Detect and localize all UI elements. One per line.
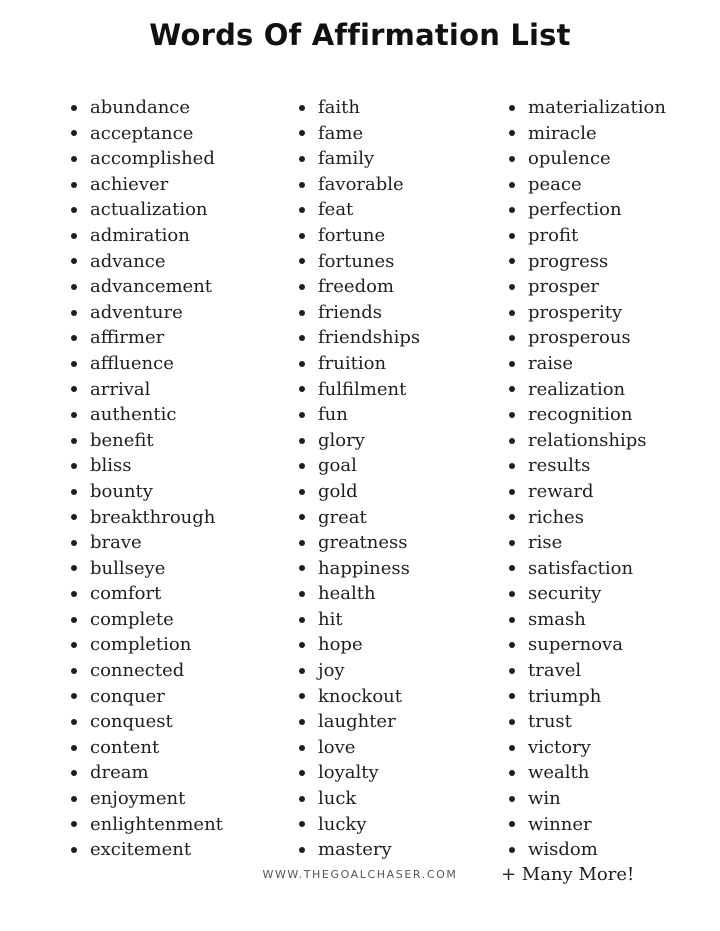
bullet-icon [509,514,515,520]
bullet-icon [509,182,515,188]
list-item-label: profit [528,224,579,246]
list-item-label: hit [318,608,343,630]
word-column-1 [67,95,223,863]
bullet-icon [71,591,77,597]
list-item-label: fortunes [318,250,395,272]
list-item-label: relationships [528,429,647,451]
word-column-3 [505,95,666,863]
list-item [67,172,223,198]
bullet-icon [71,361,77,367]
list-item-label: mastery [318,839,392,861]
list-item-label: content [90,736,160,758]
list-item-label: opulence [528,148,611,170]
list-item [67,581,223,607]
list-item [505,581,666,607]
bullet-icon [71,412,77,418]
list-item-label: benefit [90,429,154,451]
list-item [295,453,420,479]
list-item-label: loyalty [318,762,379,784]
list-item-label: advancement [90,276,213,298]
bullet-icon [299,105,305,111]
list-item [67,325,223,351]
list-item-label: lucky [318,813,367,835]
list-item [505,351,666,377]
list-item [295,786,420,812]
list-item-label: brave [90,532,142,554]
list-item-label: bullseye [90,557,166,579]
list-item [505,760,666,786]
list-item [67,786,223,812]
list-item [67,377,223,403]
list-item-label: raise [528,352,573,374]
list-item [67,837,223,863]
list-item-label: rise [528,532,563,554]
bullet-icon [299,514,305,520]
list-item-label: win [528,788,561,810]
list-item [505,632,666,658]
list-item-label: miracle [528,122,597,144]
list-item [505,786,666,812]
bullet-icon [509,693,515,699]
list-item-label: friendships [318,327,421,349]
list-item [295,607,420,633]
list-item-label: supernova [528,634,623,656]
bullet-icon [71,770,77,776]
list-item-label: prosperity [528,301,623,323]
bullet-icon [299,540,305,546]
list-item-label: dream [90,762,149,784]
bullet-icon [299,719,305,725]
bullet-icon [299,847,305,853]
bullet-icon [509,156,515,162]
bullet-icon [299,156,305,162]
bullet-icon [299,617,305,623]
list-item-label: freedom [318,276,394,298]
list-item [67,402,223,428]
list-item [67,760,223,786]
bullet-icon [299,412,305,418]
bullet-icon [71,489,77,495]
list-item [505,146,666,172]
list-item [67,249,223,275]
list-item [295,837,420,863]
list-item-label: hope [318,634,363,656]
bullet-icon [71,386,77,392]
list-item-label: affirmer [90,327,165,349]
bullet-icon [509,310,515,316]
bullet-icon [71,335,77,341]
list-item-label: winner [528,813,592,835]
list-item [295,351,420,377]
bullet-icon [71,693,77,699]
list-item [67,735,223,761]
bullet-icon [509,565,515,571]
list-item-label: friends [318,301,383,323]
bullet-icon [509,642,515,648]
bullet-icon [509,386,515,392]
bullet-icon [71,156,77,162]
bullet-icon [71,642,77,648]
list-item-label: fulfilment [318,378,407,400]
list-item [295,121,420,147]
bullet-icon [509,591,515,597]
bullet-icon [509,412,515,418]
bullet-icon [299,745,305,751]
list-item [67,351,223,377]
bullet-icon [509,489,515,495]
list-item-label: complete [90,608,174,630]
list-item [295,684,420,710]
list-item-label: affluence [90,352,174,374]
list-item [67,95,223,121]
list-item [295,505,420,531]
list-item-label: materialization [528,97,666,118]
bullet-icon [299,565,305,571]
bullet-icon [71,668,77,674]
list-item-label: accomplished [90,148,215,170]
list-item-label: great [318,506,367,528]
list-item [295,709,420,735]
list-item [505,735,666,761]
bullet-icon [509,130,515,136]
list-item-label: security [528,583,602,605]
list-item [295,632,420,658]
list-item [67,556,223,582]
list-item [505,223,666,249]
list-item-label: achiever [90,173,169,195]
bullet-icon [509,258,515,264]
list-item [67,453,223,479]
list-item-label: glory [318,429,365,451]
bullet-icon [509,361,515,367]
list-item [295,735,420,761]
list-item [67,632,223,658]
list-item-label: victory [528,736,591,758]
bullet-icon [299,386,305,392]
list-item-label: laughter [318,711,396,733]
bullet-icon [299,258,305,264]
list-item [505,658,666,684]
list-item [295,812,420,838]
list-item [67,812,223,838]
list-item [67,146,223,172]
list-item-label: love [318,736,356,758]
bullet-icon [509,335,515,341]
bullet-icon [71,284,77,290]
bullet-icon [71,745,77,751]
list-item [67,658,223,684]
bullet-icon [71,540,77,546]
bullet-icon [71,514,77,520]
page-title: Words Of Affirmation List [149,18,571,52]
list-item-label: peace [528,173,582,195]
list-item [67,223,223,249]
list-item [505,428,666,454]
list-item-label: enlightenment [90,813,223,835]
list-item-label: reward [528,480,594,502]
bullet-icon [299,335,305,341]
list-item [67,479,223,505]
list-item-label: happiness [318,557,410,579]
list-item [295,146,420,172]
list-item [295,581,420,607]
bullet-icon [299,233,305,239]
list-item [505,274,666,300]
list-item [67,607,223,633]
bullet-icon [509,105,515,111]
list-item-label: triumph [528,685,602,707]
list-item [295,325,420,351]
list-item [505,249,666,275]
list-item [295,249,420,275]
list-item [67,684,223,710]
list-item [505,607,666,633]
bullet-icon [509,796,515,802]
bullet-icon [71,182,77,188]
list-item [505,684,666,710]
list-item [505,325,666,351]
list-item-label: favorable [318,173,404,195]
list-item [295,377,420,403]
list-item-label: results [528,455,591,477]
list-item-label: satisfaction [528,557,634,579]
list-item [295,197,420,223]
bullet-icon [71,258,77,264]
list-item-label: fruition [318,352,387,374]
list-item [295,223,420,249]
list-item [505,709,666,735]
bullet-icon [299,642,305,648]
list-item [505,95,666,121]
list-item-label: completion [90,634,192,656]
bullet-icon [509,463,515,469]
list-item [295,658,420,684]
list-item-label: comfort [90,583,162,605]
list-item [67,530,223,556]
list-item [505,402,666,428]
bullet-icon [299,182,305,188]
list-item-label: faith [318,97,360,118]
list-item-label: connected [90,660,185,682]
list-item-label: perfection [528,199,622,221]
bullet-icon [71,310,77,316]
list-item-label: family [318,148,375,170]
list-item [67,274,223,300]
list-item [67,197,223,223]
list-item-label: recognition [528,404,633,426]
list-item [505,556,666,582]
bullet-icon [71,847,77,853]
list-item-label: feat [318,199,354,221]
bullet-icon [71,207,77,213]
list-item [295,300,420,326]
list-item-label: prosper [528,276,599,298]
list-item-label: riches [528,506,584,528]
bullet-icon [509,821,515,827]
bullet-icon [509,770,515,776]
bullet-icon [299,591,305,597]
list-item [505,172,666,198]
list-item-label: wisdom [528,839,598,861]
list-item [505,453,666,479]
list-item [295,274,420,300]
list-item-label: bounty [90,480,153,502]
list-item [295,402,420,428]
list-item [295,172,420,198]
bullet-icon [71,719,77,725]
list-item-label: actualization [90,199,208,221]
list-item [505,479,666,505]
list-item-label: trust [528,711,572,733]
bullet-icon [299,668,305,674]
list-item-label: gold [318,480,358,502]
list-item-label: greatness [318,532,408,554]
bullet-icon [299,361,305,367]
list-item-label: joy [318,660,345,682]
list-item-label: wealth [528,762,590,784]
bullet-icon [299,207,305,213]
list-item [67,428,223,454]
list-item [505,530,666,556]
list-item-label: fame [318,122,364,144]
bullet-icon [71,796,77,802]
list-item-label: fortune [318,224,386,246]
list-item-label: breakthrough [90,506,216,528]
bullet-icon [509,745,515,751]
list-item [505,837,666,863]
list-item-label: conquest [90,711,173,733]
bullet-icon [299,770,305,776]
list-item [505,300,666,326]
list-item-label: luck [318,788,357,810]
list-item [67,121,223,147]
list-item-label: fun [318,404,348,426]
list-item [295,556,420,582]
bullet-icon [71,463,77,469]
list-item-label: health [318,583,376,605]
bullet-icon [71,617,77,623]
list-item-label: adventure [90,301,183,323]
bullet-icon [299,693,305,699]
list-item-label: abundance [90,97,191,118]
list-item [295,428,420,454]
list-item-label: enjoyment [90,788,186,810]
bullet-icon [509,719,515,725]
bullet-icon [509,284,515,290]
bullet-icon [71,438,77,444]
bullet-icon [509,668,515,674]
bullet-icon [509,847,515,853]
bullet-icon [71,821,77,827]
bullet-icon [509,540,515,546]
bullet-icon [299,130,305,136]
list-item [295,760,420,786]
bullet-icon [299,463,305,469]
bullet-icon [509,617,515,623]
list-item [67,505,223,531]
bullet-icon [299,821,305,827]
bullet-icon [71,565,77,571]
list-item [505,377,666,403]
bullet-icon [71,105,77,111]
list-item-label: arrival [90,378,151,400]
list-item-label: travel [528,660,582,682]
many-more-note: + Many More! [501,864,635,885]
list-item-label: admiration [90,224,190,246]
list-item-label: knockout [318,685,402,707]
list-item-label: excitement [90,839,192,861]
list-item-label: progress [528,250,609,272]
bullet-icon [509,207,515,213]
bullet-icon [299,310,305,316]
list-item-label: goal [318,455,357,477]
list-item [295,479,420,505]
bullet-icon [299,489,305,495]
list-item [505,121,666,147]
list-item-label: smash [528,608,586,630]
list-item-label: bliss [90,455,132,477]
word-column-2 [295,95,420,863]
website-footer: WWW.THEGOALCHASER.COM [262,868,458,881]
list-item-label: realization [528,378,626,400]
list-item-label: conquer [90,685,165,707]
bullet-icon [299,438,305,444]
list-item [505,505,666,531]
list-item [67,300,223,326]
list-item [295,530,420,556]
list-item [67,709,223,735]
list-item [505,812,666,838]
bullet-icon [509,438,515,444]
list-item-label: prosperous [528,327,631,349]
bullet-icon [299,284,305,290]
list-item [295,95,420,121]
list-item [505,197,666,223]
list-item-label: authentic [90,404,177,426]
bullet-icon [509,233,515,239]
bullet-icon [71,130,77,136]
list-item-label: acceptance [90,122,194,144]
list-item-label: advance [90,250,166,272]
bullet-icon [299,796,305,802]
bullet-icon [71,233,77,239]
